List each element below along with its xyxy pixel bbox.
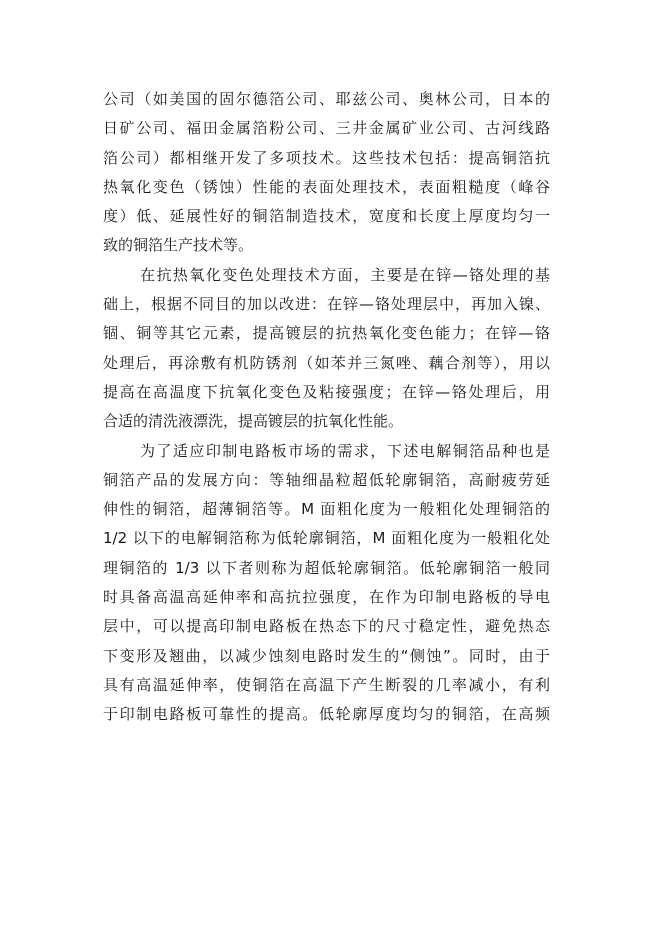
paragraph-line: 伸性的铜箔，超薄铜箔等。M 面粗化度为一般粗化处理铜箔的 (103, 500, 550, 519)
paragraph-line: 层中，可以提高印制电路板在热态下的尺寸稳定性，避免热态 (103, 617, 550, 636)
paragraph-line: 合适的清洗液漂洗，提高镀层的抗氧化性能。 (103, 412, 404, 431)
paragraph-line: 1/2 以下的电解铜箔称为低轮廓铜箔，M 面粗化度为一般粗化处 (103, 529, 550, 548)
paragraph-line: 箔公司）都相继开发了多项技术。这些技术包括：提高铜箔抗 (103, 148, 550, 167)
paragraph-line: 理铜箔的 1/3 以下者则称为超低轮廓铜箔。低轮廓铜箔一般同 (103, 558, 550, 577)
paragraph-line: 在抗热氧化变色处理技术方面，主要是在锌—铬处理的基 (140, 265, 550, 284)
paragraph-line: 锢、铜等其它元素，提高镀层的抗热氧化变色能力；在锌—铬 (103, 324, 550, 343)
paragraph-line: 础上，根据不同目的加以改进：在锌—铬处理层中，再加入镍、 (103, 295, 550, 314)
paragraph-line: 为了适应印制电路板市场的需求，下述电解铜箔品种也是 (140, 441, 550, 460)
paragraph-line: 日矿公司、福田金属箔粉公司、三井金属矿业公司、古河线路 (103, 119, 550, 138)
paragraph-line: 致的铜箔生产技术等。 (103, 236, 254, 255)
paragraph-line: 公司（如美国的固尔德箔公司、耶兹公司、奥林公司，日本的 (103, 90, 550, 108)
paragraph-line: 下变形及翘曲，以减少蚀刻电路时发生的“侧蚀”。同时，由于 (103, 646, 550, 665)
paragraph-line: 具有高温延伸率，使铜箔在高温下产生断裂的几率减小，有利 (103, 675, 550, 694)
paragraph-line: 度）低、延展性好的铜箔制造技术，宽度和长度上厚度均匀一 (103, 207, 550, 226)
paragraph-line: 处理后，再涂敷有机防锈剂（如苯并三氮唑、藕合剂等），用以 (103, 353, 550, 372)
paragraph-line: 时具备高温高延伸率和高抗拉强度，在作为印制电路板的导电 (103, 588, 550, 607)
body-text (103, 85, 550, 730)
paragraph-line: 于印制电路板可靠性的提高。低轮廓厚度均匀的铜箔，在高频 (103, 705, 550, 724)
paragraph-line: 热氧化变色（锈蚀）性能的表面处理技术，表面粗糙度（峰谷 (103, 177, 550, 196)
paragraph-line: 铜箔产品的发展方向：等轴细晶粒超低轮廓铜箔，高耐疲劳延 (103, 470, 550, 489)
paragraph-line: 提高在高温度下抗氧化变色及粘接强度；在锌—铬处理后，用 (103, 382, 550, 401)
